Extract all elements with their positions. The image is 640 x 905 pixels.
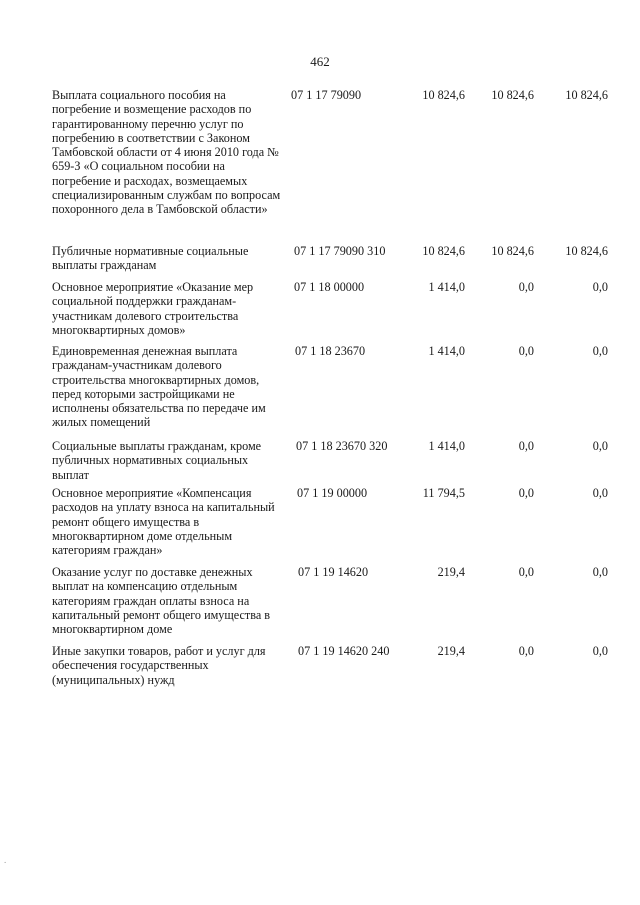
row-description: Публичные нормативные социальные выплаты гражданам [52,244,249,273]
row-code: 07 1 18 23670 [295,344,366,358]
page-number: 462 [310,54,330,69]
row-description: Выплата социального пособия на погребение и возмещение расходов по гарантированному перечню услуг по погребению в соответствии с Законом Тамбовской области от 4 июня 2010 года № 659-З «О социальном пособии на погребение и расходах, возмещаемых специализированным службам по вопросам похоронного дела в Тамбовской области» [52,88,281,217]
row-value-1: 11 794,5 [422,486,465,500]
row-value-1: 1 414,0 [428,280,465,294]
row-description: Иные закупки товаров, работ и услуг для обеспечения государственных (муниципальных) нужд [52,644,266,687]
row-value-1: 219,4 [437,644,465,658]
row-value-3: 0,0 [592,644,608,658]
row-code: 07 1 17 79090 310 [294,244,386,258]
row-value-1: 219,4 [437,565,465,579]
row-value-3: 0,0 [592,344,608,358]
row-value-3: 0,0 [592,280,608,294]
row-value-3: 10 824,6 [565,244,608,258]
margin-mark: . [4,855,7,865]
row-value-3: 0,0 [592,565,608,579]
row-code: 07 1 18 00000 [294,280,365,294]
row-value-1: 10 824,6 [422,244,465,258]
row-code: 07 1 19 00000 [297,486,368,500]
row-value-1: 1 414,0 [428,439,465,453]
row-code: 07 1 19 14620 [298,565,369,579]
row-value-2: 0,0 [518,439,534,453]
row-value-1: 10 824,6 [422,88,465,102]
row-description: Основное мероприятие «Компенсация расходов на уплату взноса на капитальный ремонт общего имущества в многоквартирном доме отдельным категориям граждан» [52,486,275,558]
row-description: Оказание услуг по доставке денежных выплат на компенсацию отдельным категориям граждан оплаты взноса на капитальный ремонт общего имущества в многоквартирном доме [52,565,271,637]
row-value-2: 0,0 [518,565,534,579]
row-code: 07 1 18 23670 320 [296,439,388,453]
row-description: Основное мероприятие «Оказание мер социальной поддержки гражданам-участникам долевого строительства многоквартирных домов» [52,280,254,337]
row-value-2: 10 824,6 [491,244,534,258]
row-value-2: 0,0 [518,486,534,500]
row-description: Социальные выплаты гражданам, кроме публичных нормативных социальных выплат [52,439,262,482]
row-value-2: 0,0 [518,280,534,294]
row-code: 07 1 19 14620 240 [298,644,390,658]
row-value-3: 0,0 [592,439,608,453]
row-value-3: 10 824,6 [565,88,608,102]
row-value-2: 0,0 [518,644,534,658]
row-value-2: 10 824,6 [491,88,534,102]
row-value-3: 0,0 [592,486,608,500]
row-code: 07 1 17 79090 [291,88,362,102]
row-description: Единовременная денежная выплата гражданам-участникам долевого строительства многоквартирных домов, перед которыми застройщиками не исполнены обязательства по передаче им жилых помещений [52,344,266,430]
row-value-2: 0,0 [518,344,534,358]
row-value-1: 1 414,0 [428,344,465,358]
